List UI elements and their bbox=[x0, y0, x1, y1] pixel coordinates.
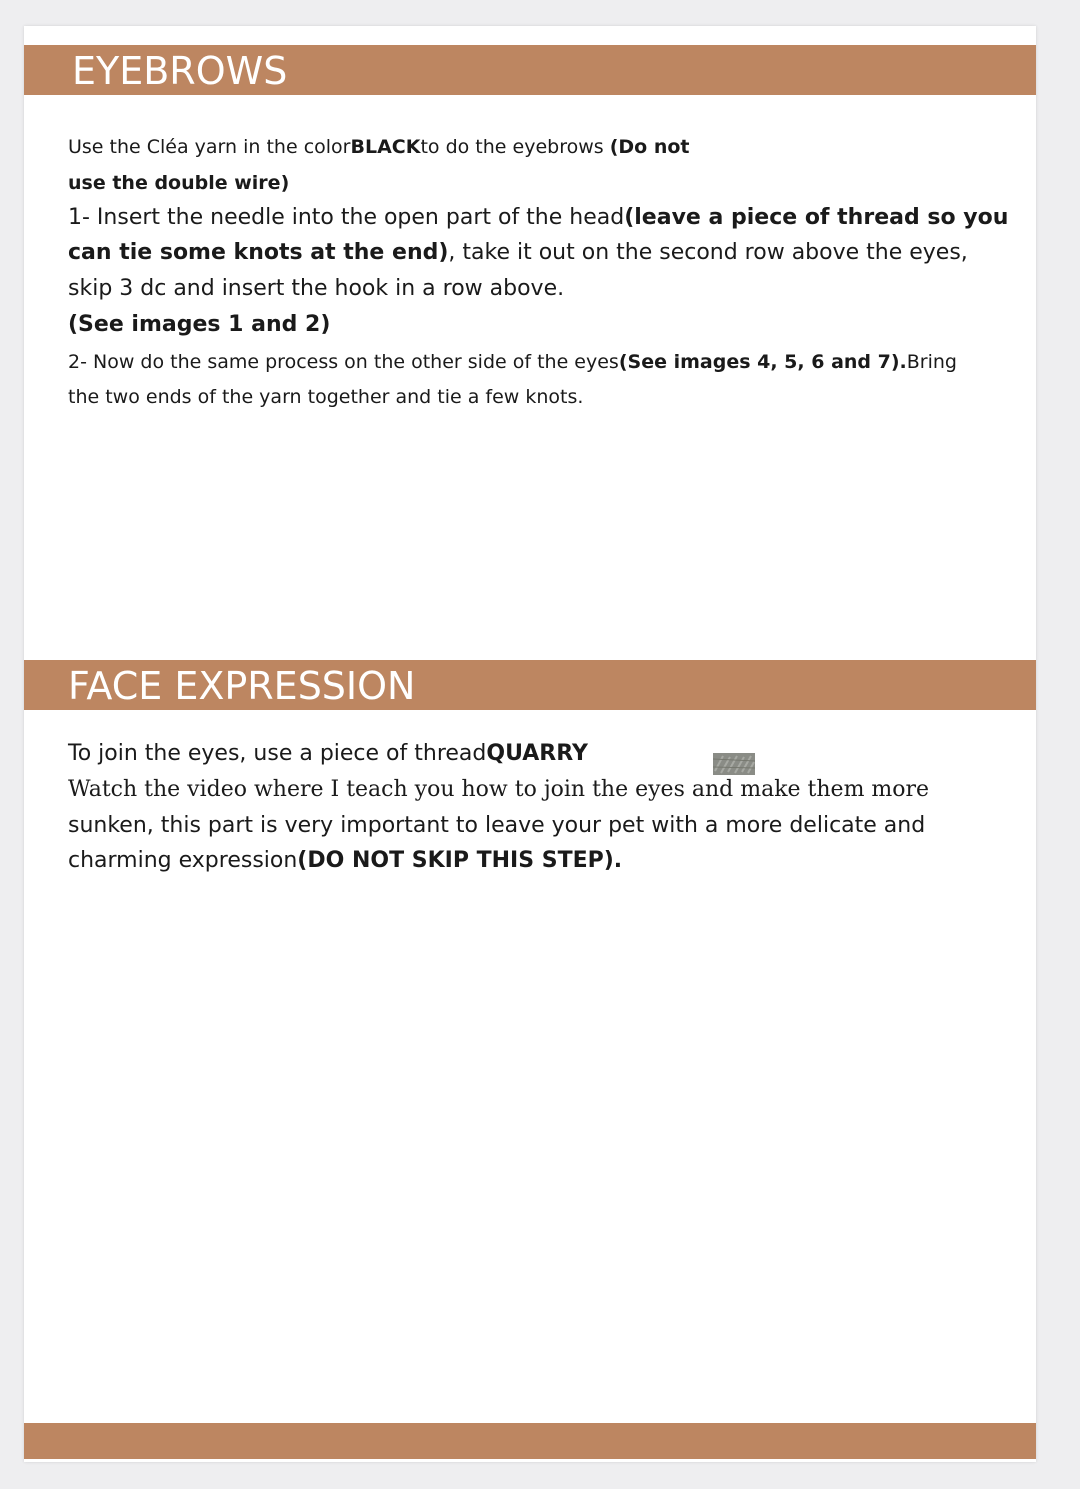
face-line-3: sunken, this part is very important to leave your pet with a more delicate and bbox=[68, 813, 926, 838]
eyebrows-line-2: use the double wire) bbox=[68, 172, 290, 194]
face-expression-title: FACE EXPRESSION bbox=[68, 664, 416, 708]
footer-band bbox=[24, 1423, 1036, 1459]
eyebrows-line-4: can tie some knots at the end), take it out on the second row above the eyes, bbox=[68, 240, 968, 265]
eyebrows-line-5: skip 3 dc and insert the hook in a row above. bbox=[68, 276, 565, 301]
eyebrows-line-7: 2- Now do the same process on the other side of the eyes(See images 4, 5, 6 and 7).Bring bbox=[68, 351, 957, 373]
face-line-2: Watch the video where I teach you how to join the eyes and make them more bbox=[68, 777, 930, 802]
eyebrows-line-8: the two ends of the yarn together and tie a few knots. bbox=[68, 386, 584, 408]
eyebrows-line-3: 1- Insert the needle into the open part of the head(leave a piece of thread so you bbox=[68, 205, 1009, 230]
face-line-1: To join the eyes, use a piece of threadQUARRY bbox=[68, 741, 588, 766]
quarry-thread-swatch-image bbox=[713, 753, 755, 775]
eyebrows-header-band bbox=[24, 45, 1036, 95]
eyebrows-line-1: Use the Cléa yarn in the colorBLACKto do the eyebrows (Do not bbox=[68, 136, 690, 158]
face-line-4: charming expression(DO NOT SKIP THIS STEP). bbox=[68, 848, 623, 873]
face-expression-header-band bbox=[24, 660, 1036, 710]
eyebrows-title: EYEBROWS bbox=[72, 49, 288, 93]
document-page bbox=[24, 26, 1036, 1462]
eyebrows-line-6: (See images 1 and 2) bbox=[68, 312, 331, 337]
